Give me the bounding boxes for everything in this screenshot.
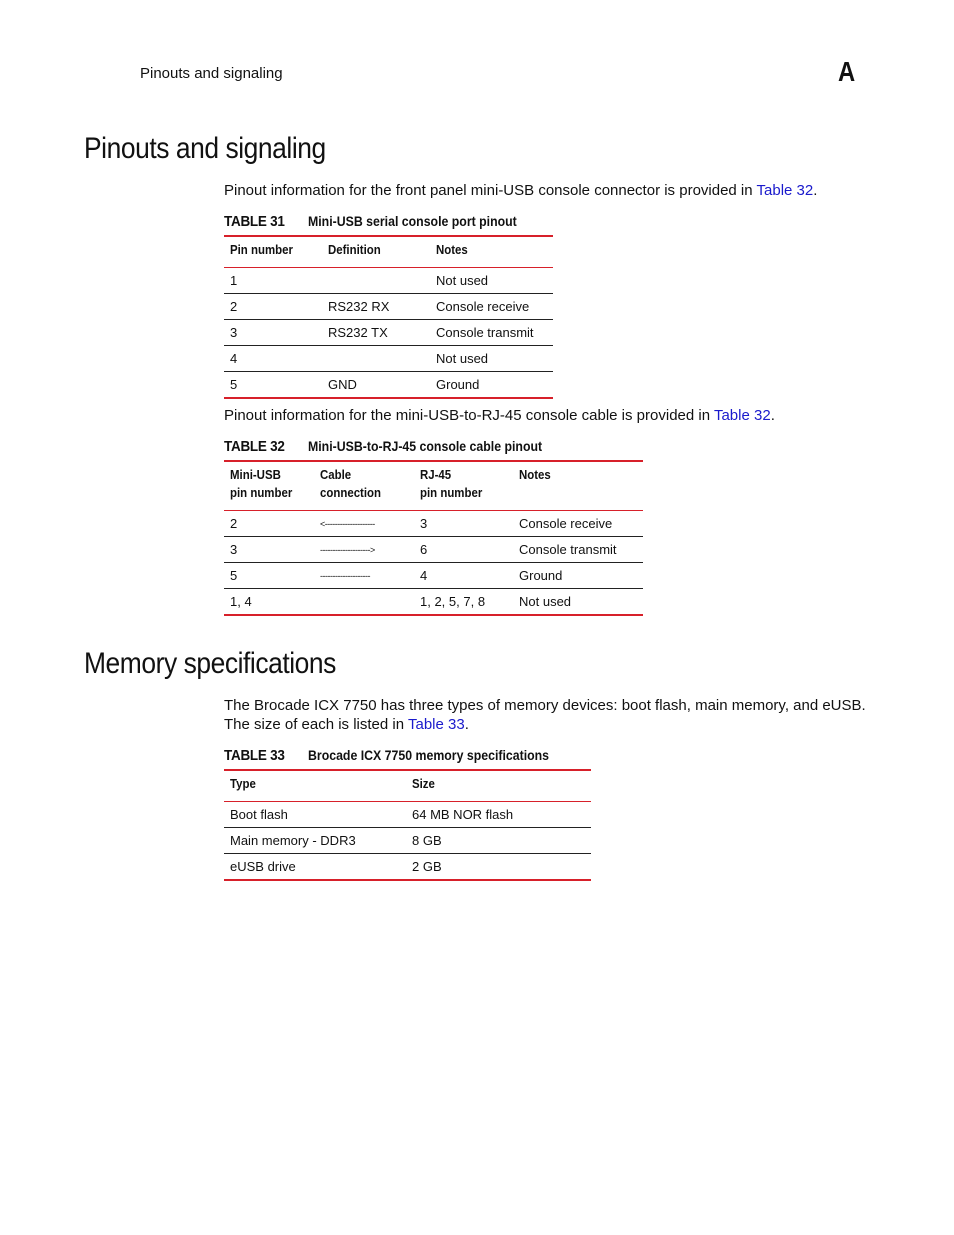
table-31	[224, 235, 553, 399]
table-33-number: TABLE 33	[224, 747, 285, 764]
table-31-header-definition: Definition	[322, 236, 430, 268]
table-cell: 4	[414, 563, 513, 589]
table-cell: GND	[322, 372, 430, 399]
table-31-header-pin: Pin number	[224, 236, 322, 268]
table-33-header-size: Size	[406, 770, 591, 802]
table-cell: 64 MB NOR flash	[406, 802, 591, 828]
table-cell: Console transmit	[430, 320, 553, 346]
table-row	[224, 537, 643, 563]
table-cell: Ground	[430, 372, 553, 399]
table-row	[224, 563, 643, 589]
table-cell: 8 GB	[406, 828, 591, 854]
table-row	[224, 589, 643, 616]
table-cell: Not used	[513, 589, 643, 616]
table-row	[224, 511, 643, 537]
table-32-title: Mini-USB-to-RJ-45 console cable pinout	[308, 438, 543, 454]
memory-text-line1: The Brocade ICX 7750 has three types of memory devices: boot flash, main memory, and eUSB.	[224, 697, 866, 714]
table-32-caption	[224, 438, 574, 455]
table-row	[224, 320, 553, 346]
table-cell: 5	[224, 372, 322, 399]
table-cell: RS232 TX	[322, 320, 430, 346]
table-cell: 3	[414, 511, 513, 537]
table-cell: 3	[224, 320, 322, 346]
section-title-pinouts: Pinouts and signaling	[84, 132, 326, 165]
table-31-caption	[224, 213, 545, 230]
table-32-header-minusb: Mini-USB pin number	[224, 461, 314, 511]
table-cell: 1, 2, 5, 7, 8	[414, 589, 513, 616]
table-33-caption	[224, 747, 582, 764]
cable-arrow-right: -------------------->	[314, 537, 414, 563]
table-cell	[314, 589, 414, 616]
cable-arrow-left: <--------------------	[314, 511, 414, 537]
memory-text-end: .	[464, 716, 469, 733]
table-cell: Not used	[430, 268, 553, 294]
table-33-title: Brocade ICX 7750 memory specifications	[308, 747, 550, 763]
table-cell: Not used	[430, 346, 553, 372]
table-cell: 2 GB	[406, 854, 591, 881]
section-title-memory: Memory specifications	[84, 647, 336, 680]
table-33-header-type: Type	[224, 770, 406, 802]
table-32-header-notes: Notes	[513, 461, 643, 511]
intro-end: .	[813, 182, 818, 199]
memory-paragraph	[224, 696, 866, 734]
table-row	[224, 294, 553, 320]
table-32-header-cable: Cable connection	[314, 461, 414, 511]
table-33	[224, 769, 591, 881]
table-cell	[322, 268, 430, 294]
table-32	[224, 460, 643, 616]
table-cell: Main memory - DDR3	[224, 828, 406, 854]
table-cell: Console receive	[513, 511, 643, 537]
table-31-header-notes: Notes	[430, 236, 553, 268]
table-cell: Boot flash	[224, 802, 406, 828]
table-cell: Console receive	[430, 294, 553, 320]
memory-text-line2: The size of each is listed in	[224, 716, 408, 733]
table-row	[224, 828, 591, 854]
table-31-number: TABLE 31	[224, 213, 285, 230]
table-cell: Console transmit	[513, 537, 643, 563]
table-row	[224, 854, 591, 881]
table-32-header-rj45: RJ-45 pin number	[414, 461, 513, 511]
table-row	[224, 346, 553, 372]
table-cell: 1, 4	[224, 589, 314, 616]
cable-text: Pinout information for the mini-USB-to-RJ-45 console cable is provided in	[224, 407, 714, 424]
table-32-link[interactable]: Table 32	[756, 182, 814, 199]
table-32-link-2[interactable]: Table 32	[713, 407, 771, 424]
table-row	[224, 268, 553, 294]
table-cell: 2	[224, 511, 314, 537]
table-33-link[interactable]: Table 33	[407, 716, 465, 733]
running-header: Pinouts and signaling	[140, 65, 283, 82]
cable-paragraph	[224, 406, 775, 425]
table-row	[224, 802, 591, 828]
table-cell: Ground	[513, 563, 643, 589]
intro-paragraph	[224, 181, 817, 200]
cable-line: --------------------	[314, 563, 414, 589]
table-cell: RS232 RX	[322, 294, 430, 320]
table-cell	[322, 346, 430, 372]
chapter-letter: A	[838, 56, 856, 87]
intro-text: Pinout information for the front panel mini-USB console connector is provided in	[224, 182, 757, 199]
table-row	[224, 372, 553, 399]
table-32-number: TABLE 32	[224, 438, 285, 455]
table-cell: 6	[414, 537, 513, 563]
table-31-title: Mini-USB serial console port pinout	[308, 213, 517, 229]
cable-text-end: .	[770, 407, 775, 424]
table-cell: eUSB drive	[224, 854, 406, 881]
table-cell: 3	[224, 537, 314, 563]
table-cell: 1	[224, 268, 322, 294]
table-cell: 2	[224, 294, 322, 320]
table-cell: 5	[224, 563, 314, 589]
table-cell: 4	[224, 346, 322, 372]
